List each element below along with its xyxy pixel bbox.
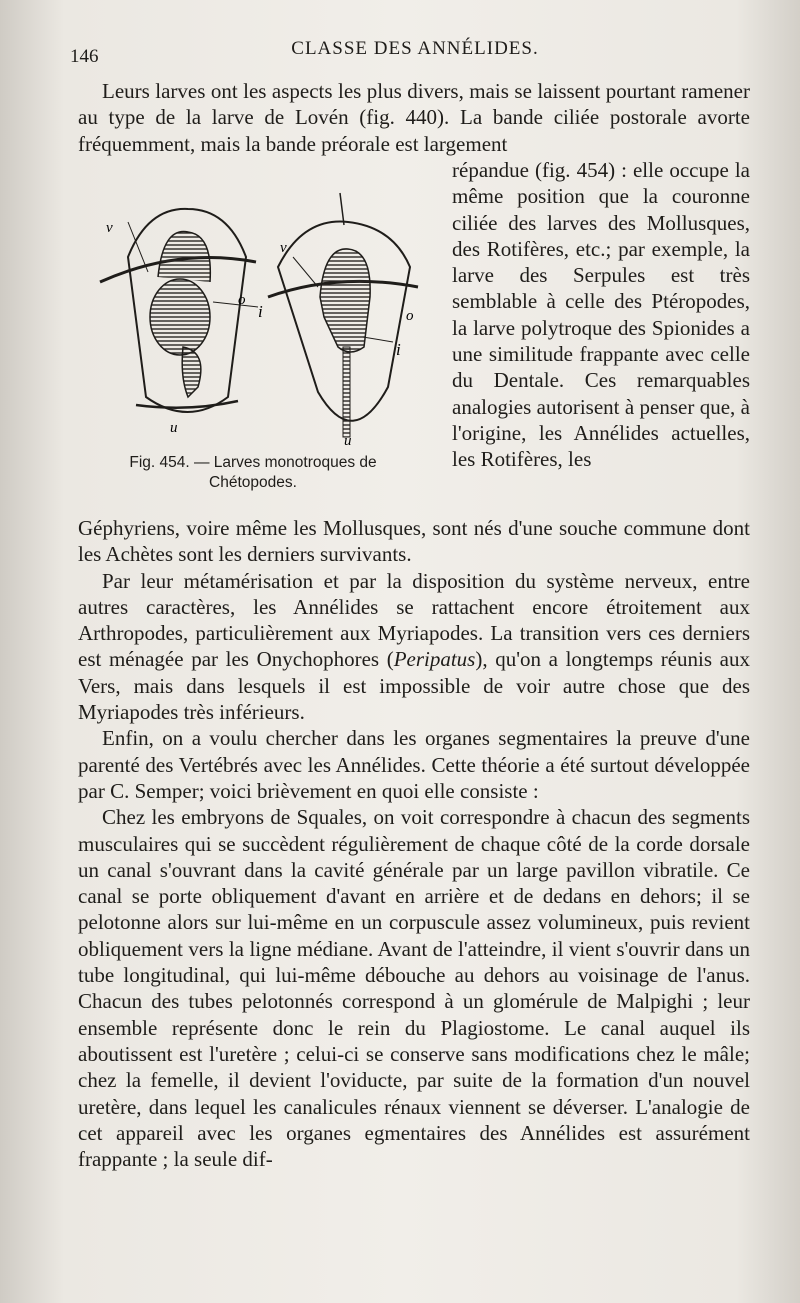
label-v-left: v (106, 220, 113, 236)
page-header (70, 38, 760, 68)
label-i-right: i (396, 340, 401, 359)
paragraph-2 (78, 568, 750, 726)
peripatus-italic: Peripatus (393, 647, 476, 672)
running-title: CLASSE DES ANNÉLIDES. (291, 38, 539, 59)
label-u-left: u (170, 420, 178, 436)
paragraph-2-part-a: Par leur métamérisation et par la disposition du système nerveux, entre autres caractères, les Annélides se rattachent encore étroitement aux Arthropodes, particulièrement aux Myriapodes. La transition vers ces derniers est ménagée par les Onychophores ( (78, 568, 750, 672)
caption-line-2: Chétopodes. (209, 474, 297, 491)
paragraph-4: Chez les embryons de Squales, on voit correspondre à chacun des segments musculaires qui se succèdent régulièrement de chaque côté de la corde dorsale un canal s'ouvrant dans la cavité générale par un large pavillon vibratile. Ce canal se porte obliquement d'avant en arrière et de dedans en dehors; il se pelotonne alors sur lui-même en un corpuscule assez volumineux, puis revient obliquement vers la ligne médiane. Avant de l'atteindre, il vient s'ouvrir dans un tube longitudinal, qui lui-même débouche au dehors au voisinage de l'anus. Chacun des tubes pelotonnés correspond à un glomérule de Malpighi ; leur ensemble représente donc le rein du Plagiostome. Le canal auquel ils aboutissent est l'uretère ; celui-ci se conserve sans modifications chez le mâle; chez la femelle, il devient l'oviducte, par suite de la formation d'un nouvel uretère, dans lequel les canalicules rénaux viennent se déverser. L'analogie de cet appareil avec les organes egmentaires des Annélides est assurément frappante ; la seule dif- (78, 805, 750, 1172)
paragraph-1-start: Leurs larves ont les aspects les plus divers, mais se laissent pourtant ramener au type de la larve de Lovén (fig. 440). La bande ciliée postorale avorte fréquemment, mais la bande préorale est largement (78, 79, 750, 156)
larvae-illustration (88, 187, 428, 447)
label-o-right: o (406, 308, 414, 324)
main-text-body (78, 515, 750, 1172)
paragraph-2-part-b: ), qu'on a longtemps réunis aux Vers, mais dans lesquels il est impossible de voir autre chose que des Myriapodes très inférieurs. (78, 647, 750, 725)
right-larva (268, 193, 418, 437)
caption-line-1: Fig. 454. — Larves monotroques de (129, 454, 377, 471)
page-number: 146 (70, 46, 99, 67)
label-o-left: o (238, 292, 246, 308)
figure-454 (88, 187, 428, 493)
paragraph-3: Enfin, on a voulu chercher dans les organes segmentaires la preuve d'une parenté des Vertébrés avec les Annélides. Cette théorie a été surtout développée par C. Semper; voici brièvement en quoi elle consiste : (78, 726, 750, 803)
left-larva (100, 209, 258, 412)
label-u-right: u (344, 433, 352, 447)
paragraph-1-end: Géphyriens, voire même les Mollusques, sont nés d'une souche commune dont les Achètes sont les derniers survivants. (78, 516, 750, 567)
label-v-right: v (280, 240, 287, 256)
label-i-left: i (258, 302, 263, 321)
paragraph-1-right-column: répandue (fig. 454) : elle occupe la même position que la couronne ciliée des larves des Mollusques, des Rotifères, etc.; par exemple, la larve des Serpules est très semblable à celle des Ptéropodes, la larve polytroque des Spionides a une similitude frappante avec celle du Dentale. Ces remarquables analogies autorisent à penser que, à l'origine, les Annélides actuelles, les Rotifères, les (452, 158, 750, 472)
paragraph-1-top (78, 78, 750, 157)
figure-caption (88, 453, 418, 493)
